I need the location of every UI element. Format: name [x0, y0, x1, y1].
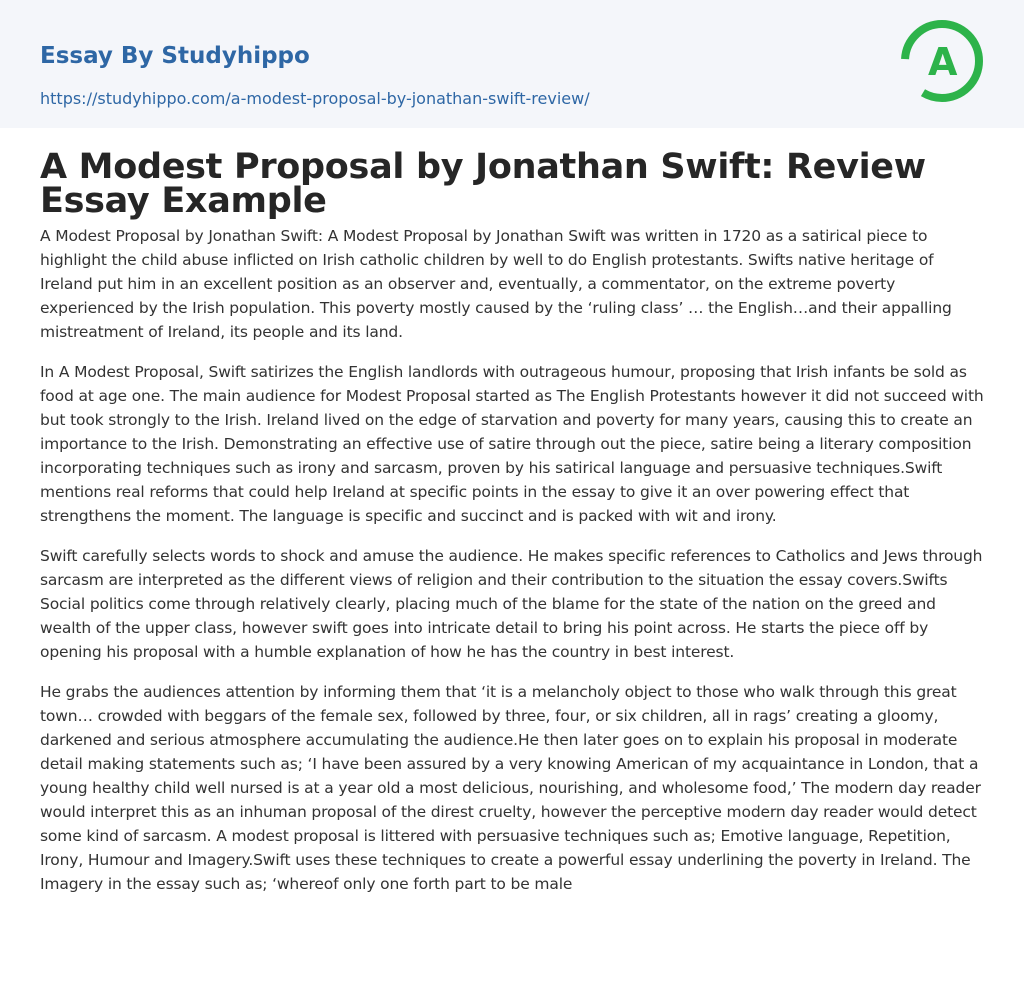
- site-brand-title: Essay By Studyhippo: [40, 43, 310, 69]
- studyhippo-logo-icon[interactable]: [900, 19, 984, 103]
- site-header: [0, 0, 1024, 128]
- essay-paragraph-2: In A Modest Proposal, Swift satirizes the English landlords with outrageous humour, proposing that Irish infants be sold as food at age one. The main audience for Modest Proposal started as The English Protestants however it did not succeed with but took strongly to the Irish. Ireland lived on the edge of starvation and poverty for many years, causing this to create an importance to the Irish. Demonstrating an effective use of satire through out the piece, satire being a literary composition incorporating techniques such as irony and sarcasm, proven by his satirical language and persuasive techniques.Swift mentions real reforms that could help Ireland at specific points in the essay to give it an over powering effect that strengthens the moment. The language is specific and succinct and is packed with wit and irony.: [40, 363, 984, 525]
- essay-paragraph-3: Swift carefully selects words to shock and amuse the audience. He makes specific references to Catholics and Jews through sarcasm are interpreted as the different views of religion and their contribution to the situation the essay covers.Swifts Social politics come through relatively clearly, placing much of the blame for the state of the nation on the greed and wealth of the upper class, however swift goes into intricate detail to bring his point across. He starts the piece off by opening his proposal with a humble explanation of how he has the country in best interest.: [40, 547, 983, 661]
- article-main: [0, 147, 1024, 896]
- page-title: A Modest Proposal by Jonathan Swift: Review Essay Example: [40, 147, 926, 221]
- logo-letter: A: [928, 40, 958, 84]
- essay-paragraph-1: A Modest Proposal by Jonathan Swift: A Modest Proposal by Jonathan Swift was written in 1720 as a satirical piece to highlight the child abuse inflicted on Irish catholic children by well to do English protestants. Swifts native heritage of Ireland put him in an excellent position as an observer and, eventually, a commentator, on the extreme poverty experienced by the Irish population. This poverty mostly caused by the ‘ruling class’ … the English…and their appalling mistreatment of Ireland, its people and its land.: [40, 227, 952, 341]
- source-url-link[interactable]: https://studyhippo.com/a-modest-proposal-by-jonathan-swift-review/: [40, 89, 590, 108]
- essay-paragraph-4: He grabs the audiences attention by informing them that ‘it is a melancholy object to those who walk through this great town… crowded with beggars of the female sex, followed by three, four, or six children, all in rags’ creating a gloomy, darkened and serious atmosphere accumulating the audience.He then later goes on to explain his proposal in moderate detail making statements such as; ‘I have been assured by a very knowing American of my acquaintance in London, that a young healthy child well nursed is at a year old a most delicious, nourishing, and wholesome food,’ The modern day reader would interpret this as an inhuman proposal of the direst cruelty, however the perceptive modern day reader would detect some kind of sarcasm. A modest proposal is littered with persuasive techniques such as; Emotive language, Repetition, Irony, Humour and Imagery.Swift uses these techniques to create a powerful essay underlining the poverty in Ireland. The Imagery in the essay such as; ‘whereof only one forth part to be male: [40, 683, 981, 893]
